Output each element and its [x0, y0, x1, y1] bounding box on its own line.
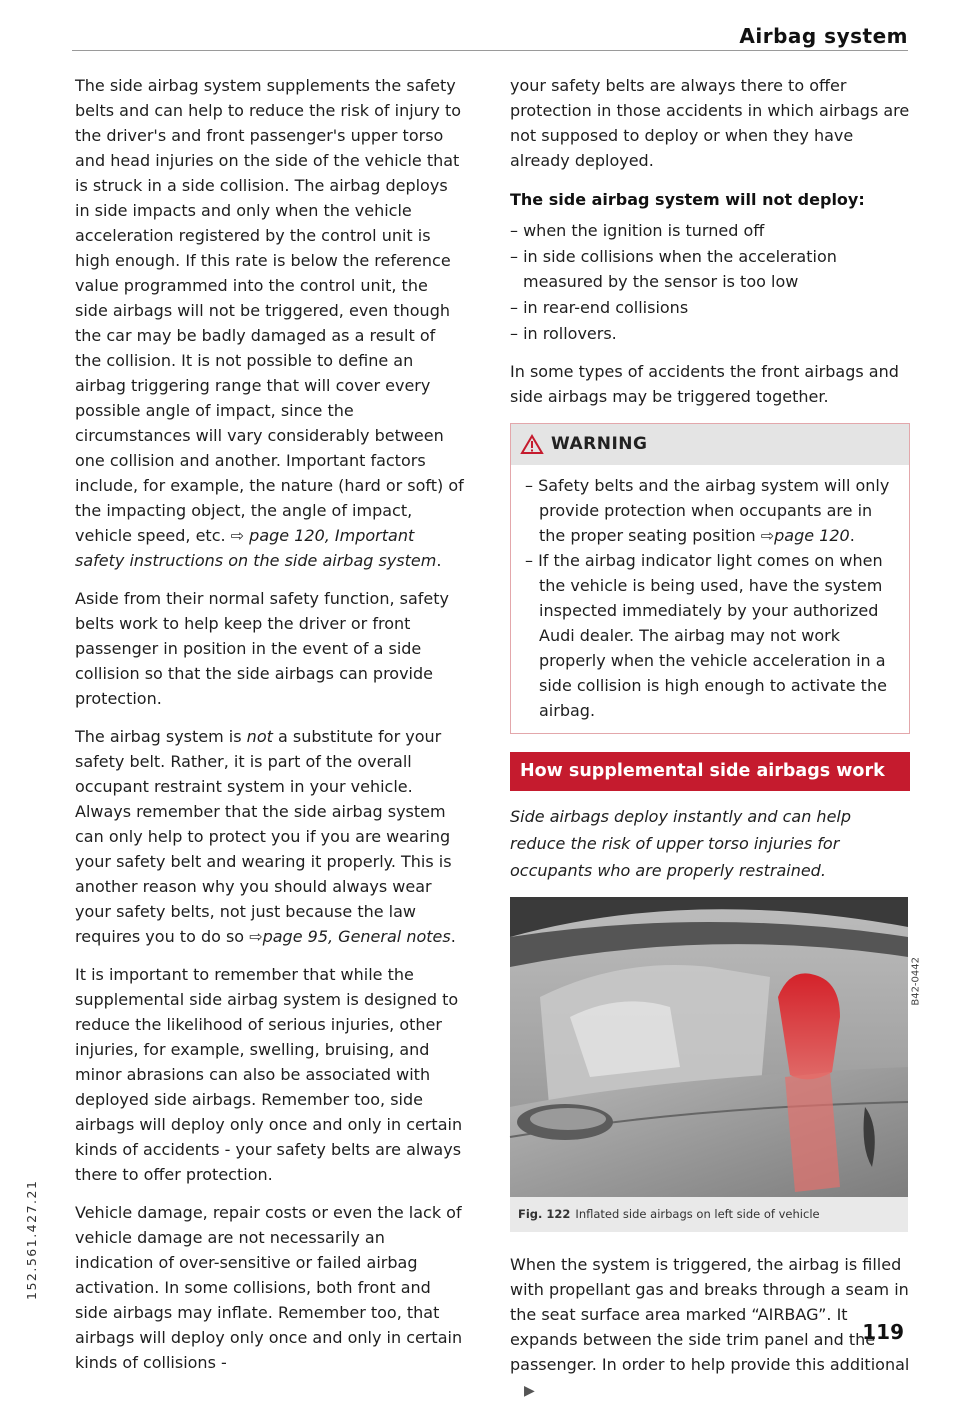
right-paragraph-2: In some types of accidents the front airbags and side airbags may be triggered together. [510, 362, 899, 406]
list-item: – when the ignition is turned off [510, 221, 765, 240]
car-side-airbag-illustration [510, 897, 908, 1197]
list-item: – in rollovers. [510, 324, 617, 343]
figure-122 [510, 897, 922, 1232]
page-reference-link[interactable]: page 95, General notes [262, 927, 451, 946]
left-paragraph-4: It is important to remember that while the supplemental side airbag system is designed to reduce the likelihood of serious injuries, other injuries, for example, swelling, bruising, and minor abrasions can also be associated with deployed side airbags. Remember too, side airbags will deploy only once and only in certain kinds of accidents - your safety belts are always there to offer protection. [75, 965, 463, 1184]
paragraph-text: a substitute for your safety belt. Rather, it is part of the overall occupant restraint system in your vehicle. Always remember that the side airbag system can only help to protect you if you are wearing your safety belt and wearing it properly. This is another reason why you should always wear your safety belts, not just because the law requires you to do so [75, 727, 452, 946]
section-intro: Side airbags deploy instantly and can help reduce the risk of upper torso injuries for occupants who are properly restrained. [510, 807, 852, 880]
left-paragraph-5: Vehicle damage, repair costs or even the lack of vehicle damage are not necessarily an indication of over-sensitive or failed airbag activation. In some collisions, both front and side airbags may inflate. Remember too, that airbags will deploy only once and only in certain kinds of collisions - [75, 1203, 463, 1372]
paragraph-text: The airbag system is [75, 727, 247, 746]
warning-list [511, 465, 909, 733]
page-reference-link[interactable]: page 120 [774, 526, 850, 545]
punctuation: . [450, 927, 456, 946]
punctuation: . [849, 526, 855, 545]
figure-image [510, 897, 922, 1197]
paragraph-text: When the system is triggered, the airbag is filled with propellant gas and breaks through a seam in the seat surface area marked “AIRBAG”. It expands between the side trim panel and the passenger. In order to help provide this additional [510, 1255, 910, 1374]
warning-title: WARNING [551, 434, 648, 454]
page-header-title: Airbag system [739, 24, 908, 48]
warning-box [510, 423, 910, 734]
reference-arrow-icon: ⇨ [230, 526, 245, 545]
not-deploy-list [510, 218, 910, 346]
reference-arrow-icon: ⇨ [249, 927, 263, 946]
warning-item [525, 473, 895, 548]
paragraph-text: The side airbag system supplements the safety belts and can help to reduce the risk of injury to the driver's and front passenger's upper torso and head injuries on the side of the vehicle that is struck in a side collision. The airbag deploys in side impacts and only when the vehicle acceleration registered by the control unit is high enough. If this rate is below the reference value programmed into the control unit, the side airbags will not be triggered, even though the car may be badly damaged as a result of the collision. It is not possible to define an airbag triggering range that will cover every possible angle of impact, since the circumstances will vary considerably between one collision and another. Important factors include, for example, the nature (hard or soft) of the impacting object, the angle of impact, vehicle speed, etc. [75, 76, 464, 545]
list-item: – in side collisions when the acceleration measured by the sensor is too low [510, 247, 837, 291]
figure-caption-text: Inflated side airbags on left side of vehicle [575, 1207, 820, 1221]
right-column [510, 73, 922, 1404]
page-number: 119 [862, 1320, 904, 1344]
left-paragraph-3 [75, 724, 465, 949]
header-rule [72, 50, 908, 51]
figure-code: B42-0442 [911, 957, 922, 1006]
page-reference-link[interactable]: page 120, Important safety instructions on the side airbag system [75, 526, 437, 570]
warning-header [511, 424, 909, 465]
left-paragraph-2: Aside from their normal safety function, safety belts work to help keep the driver or front passenger in position in the event of a side collision so that the side airbags can provide protection. [75, 589, 449, 708]
left-column [75, 73, 465, 1375]
warning-triangle-icon [521, 435, 543, 454]
subheading-not-deploy: The side airbag system will not deploy: [510, 190, 865, 209]
punctuation: . [436, 551, 442, 570]
figure-caption [510, 1197, 908, 1232]
warning-item: – If the airbag indicator light comes on when the vehicle is being used, have the system inspected immediately by your authorized Audi dealer. The airbag may not work properly when the vehicle acceleration in a side collision is high enough to activate the airbag. [525, 551, 887, 720]
left-paragraph-1 [75, 73, 465, 573]
emphasis-text: not [246, 727, 273, 746]
section-title-bar: How supplemental side airbags work [510, 752, 910, 791]
side-document-code: 152.561.427.21 [24, 1179, 39, 1300]
list-item: – in rear-end collisions [510, 298, 689, 317]
continue-arrow-icon: ▶ [524, 1383, 535, 1399]
right-paragraph-1: your safety belts are always there to offer protection in those accidents in which airbags are not supposed to deploy or when they have already deployed. [510, 76, 910, 170]
right-paragraph-3 [510, 1252, 910, 1404]
warning-text: – Safety belts and the airbag system will only provide protection when occupants are in the proper seating position [525, 476, 890, 545]
figure-label: Fig. 122 [518, 1207, 571, 1221]
reference-arrow-icon: ⇨ [760, 526, 775, 545]
